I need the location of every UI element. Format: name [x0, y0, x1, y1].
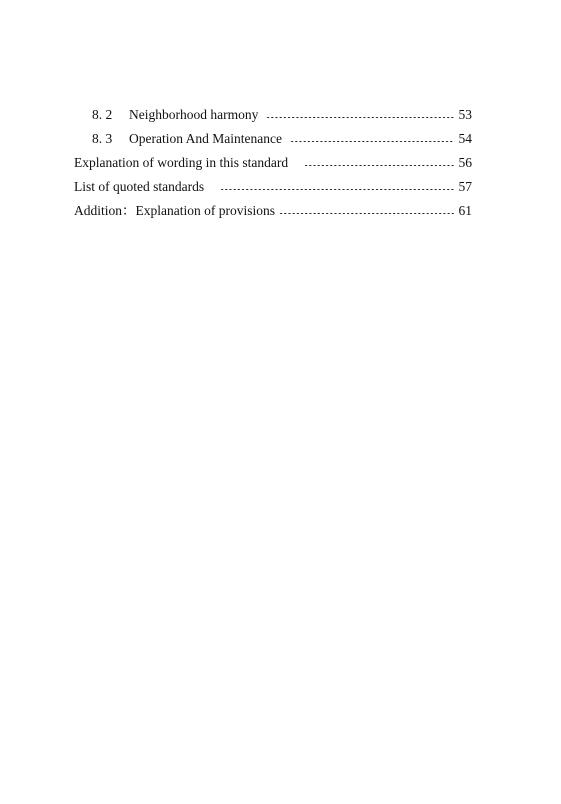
toc-entry-title: Operation And Maintenance	[129, 131, 282, 146]
dot-leader	[266, 117, 454, 118]
toc-entry-page: 57	[458, 179, 472, 194]
toc-entry-list-of-quoted-standards[interactable]	[74, 176, 472, 198]
toc-entry-page: 53	[458, 107, 472, 122]
toc-entry-page: 56	[458, 155, 472, 170]
toc-entry-explanation-of-wording[interactable]	[74, 152, 472, 174]
dot-leader	[279, 213, 454, 214]
toc-entry-title: List of quoted standards	[74, 179, 205, 194]
dot-leader	[304, 165, 454, 166]
toc-entry-8-2[interactable]	[92, 104, 472, 126]
dot-leader	[290, 141, 454, 142]
toc-entry-title: Explanation of wording in this standard	[74, 155, 289, 170]
toc-entry-page: 54	[458, 131, 472, 146]
toc-entry-number: 8. 3	[92, 131, 113, 146]
toc-entry-8-3[interactable]	[92, 128, 472, 150]
toc-entry-explanation-of-provisions[interactable]	[74, 200, 472, 222]
toc-entry-title: Neighborhood harmony	[129, 107, 259, 122]
dot-leader	[220, 189, 454, 190]
toc-entry-number: 8. 2	[92, 107, 113, 122]
toc-entry-page: 61	[458, 203, 472, 218]
toc-entry-title: Addition：Explanation of provisions	[74, 203, 275, 218]
